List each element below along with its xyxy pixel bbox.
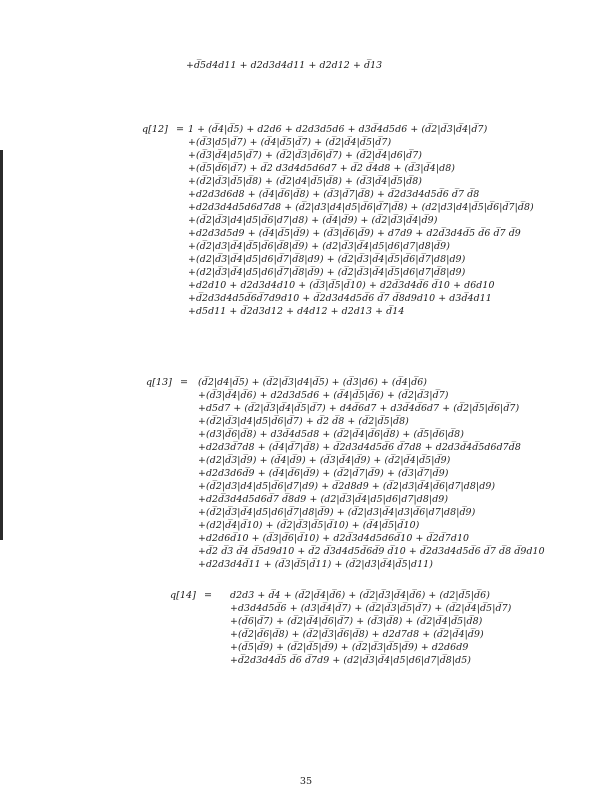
equation-line: +(d̅2|d̅3|d4|d5|d̅6|d̅7) + d̅2 d̅8 + (d̅2|d̅5|d̅8) (198, 416, 409, 427)
equation-line: +d2d̅3d4d5d6d̅7 d̅8d9 + (d2|d̅3|d̅4|d5|d6|d7|d8|d9) (198, 494, 449, 505)
equation-line: +(d̅5|d̅9) + (d̅2|d̅5|d̅9) + (d̅2|d̅3|d̅5|d̅9) + d2d6d9 (230, 642, 469, 653)
equation-label: q[14] (170, 590, 196, 601)
equation-line: +(d2|d̅3|d̅4|d5|d6|d̅7|d̅8|d9) + (d̅2|d̅3|d̅4|d̅5|d̅6|d̅7|d8|d9) (188, 254, 466, 265)
equation-line: +(d̅3|d̅4|d̅6) + d2d3d5d6 + (d̅4|d̅5|d̅6) + (d̅2|d̅3|d̅7) (198, 390, 449, 401)
equation-label: q[12] (142, 124, 168, 135)
equation-line: +(d̅2|d̅3|d̅4|d5|d6|d̅7|d8|d̅9) + (d̅2|d3|d̅4|d3|d̅6|d7|d8|d̅9) (198, 507, 476, 518)
equation-line: 1 + (d̅4|d̅5) + d2d6 + d2d3d5d6 + d3d̅4d5d6 + (d̅2|d̅3|d̅4|d̅7) (188, 124, 488, 135)
equation-line: +d2d3d5d9 + (d̅4|d̅5|d̅9) + (d̅3|d̅6|d̅9) + d7d9 + d2d̅3d4d̅5 d̅6 d̅7 d̅9 (188, 228, 521, 239)
equation-line: +d3d4d5d̅6 + (d3|d̅4|d̅7) + (d̅2|d̅3|d̅5|d̅7) + (d̅2|d̅4|d̅5|d̅7) (230, 603, 512, 614)
equation-line: +(d̅2|d3|d4|d5|d̅6|d7|d9) + d̅2d8d9 + (d̅2|d3|d̅4|d̅6|d7|d8|d9) (198, 481, 496, 492)
page-number: 35 (299, 776, 313, 787)
equation-line: +(d3|d̅6|d̅8) + d3d̅4d5d8 + (d̅2|d̅4|d̅6|d̅8) + (d̅5|d̅6|d̅8) (198, 429, 464, 440)
equation-relation: = (176, 124, 185, 135)
equation-line: d2d3 + d̅4 + (d̅2|d̅4|d̅6) + (d̅2|d̅3|d̅4|d̅6) + (d2|d̅5|d̅6) (230, 590, 490, 601)
equation-line: +d̅2 d̅3 d̅4 d̅5d9d10 + d̅2 d̅3d4d5d̅6d̅9 d̅10 + d̅2d3d4d5d̅6 d̅7 d̅8 d̅9d10 (198, 546, 545, 557)
equation-line: +d2d3d̅7d8 + (d̅4|d̅7|d̅8) + d̅2d3d4d5d̅6 d̅7d8 + d2d3d̅4d̅5d6d7d̅8 (198, 442, 521, 453)
equation-line: +d5d7 + (d̅2|d̅3|d̅4|d̅5|d̅7) + d4d̅6d7 + d3d̅4d̅6d7 + (d̅2|d̅5|d̅6|d̅7) (198, 403, 520, 414)
equation-line: +(d̅3|d̅4|d5|d̅7) + (d̅2|d̅3|d̅6|d̅7) + (d̅2|d̅4|d6|d̅7) (188, 150, 423, 161)
equation-line: +d2d3d6d8 + (d̅4|d̅6|d̅8) + (d̅3|d̅7|d̅8) + d̅2d3d4d5d̅6 d̅7 d̅8 (188, 189, 480, 200)
equation-line: +(d̅3|d5|d̅7) + (d̅4|d̅5|d̅7) + (d̅2|d̅4|d̅5|d̅7) (188, 137, 392, 148)
equation-line: +(d̅2|d̅6|d̅8) + (d̅2|d̅3|d̅6|d̅8) + d2d7d8 + (d̅2|d̅4|d̅9) (230, 629, 484, 640)
equation-line: +(d̅2|d̅3|d̅5|d̅8) + (d̅2|d4|d̅5|d̅8) + (d̅3|d̅4|d̅5|d̅8) (188, 176, 423, 187)
continued-equation-line: +d̅5d4d11 + d2d3d4d11 + d2d12 + d̅13 (186, 60, 383, 71)
equation-relation: = (204, 590, 213, 601)
equation-line: +d̅2d3d4d̅5 d̅6 d̅7d9 + (d2|d̅3|d̅4|d5|d6|d7|d̅8|d5) (230, 655, 472, 666)
equation-line: +d2d6d̅10 + (d̅3|d̅6|d̅10) + d2d̅3d4d5d6d̅10 + d̅2d̅7d10 (198, 533, 470, 544)
equation-line: +(d̅6|d̅7) + (d̅2|d̅4|d̅6|d̅7) + (d̅3|d̅8) + (d̅2|d̅4|d̅5|d̅8) (230, 616, 483, 627)
equation-label: q[13] (146, 377, 172, 388)
equation-line: +(d̅2|d̅3|d4|d5|d̅6|d7|d8) + (d̅4|d̅9) + (d̅2|d̅3|d̅4|d̅9) (188, 215, 438, 226)
equation-line: +(d2|d̅3|d̅4|d5|d6|d̅7|d̅8|d̅9) + (d̅2|d̅3|d̅4|d̅5|d6|d7|d̅8|d9) (188, 267, 466, 278)
equation-line: +(d2|d̅4|d̅10) + (d̅2|d̅3|d̅5|d̅10) + (d̅4|d̅5|d̅10) (198, 520, 420, 531)
equation-line: +d2d3d6d̅9 + (d̅4|d̅6|d̅9) + (d̅2|d̅7|d̅9) + (d̅3|d̅7|d̅9) (198, 468, 449, 479)
equation-line: +d2d3d4d̅11 + (d̅3|d̅5|d̅11) + (d̅2|d3|d̅4|d̅5|d11) (198, 559, 433, 570)
equation-line: +d2d3d4d5d6d7d8 + (d̅2|d3|d4|d5|d̅6|d̅7|d̅8) + (d2|d3|d4|d̅5|d̅6|d̅7|d̅8) (188, 202, 534, 213)
equation-line: +d̅2d3d4d5d̅6d̅7d9d10 + d̅2d3d4d5d̅6 d̅7 d̅8d9d10 + d3d̅4d11 (188, 293, 492, 304)
equation-line: +d2d10 + d2d3d4d10 + (d̅3|d̅5|d̅10) + d2d̅3d4d̅6 d̅10 + d6d10 (188, 280, 495, 291)
scan-binding-edge (0, 150, 3, 540)
equation-line: (d̅2|d4|d̅5) + (d̅2|d̅3|d4|d̅5) + (d̅3|d6) + (d̅4|d̅6) (198, 377, 428, 388)
equation-line: +(d̅2|d3|d̅4|d̅5|d̅6|d̅8|d̅9) + (d2|d̅3|d̅4|d5|d6|d7|d8|d̅9) (188, 241, 450, 252)
equation-line: +(d2|d̅3|d̅9) + (d̅4|d̅9) + (d̅3|d̅4|d̅9) + (d̅2|d̅4|d̅5|d̅9) (198, 455, 451, 466)
equation-line: +(d̅5|d̅6|d̅7) + d̅2 d3d4d5d6d7 + d̅2 d̅4d8 + (d̅3|d̅4|d8) (188, 163, 456, 174)
equation-line: +d5d11 + d̅2d3d12 + d4d12 + d2d13 + d̅14 (188, 306, 405, 317)
equation-relation: = (180, 377, 189, 388)
